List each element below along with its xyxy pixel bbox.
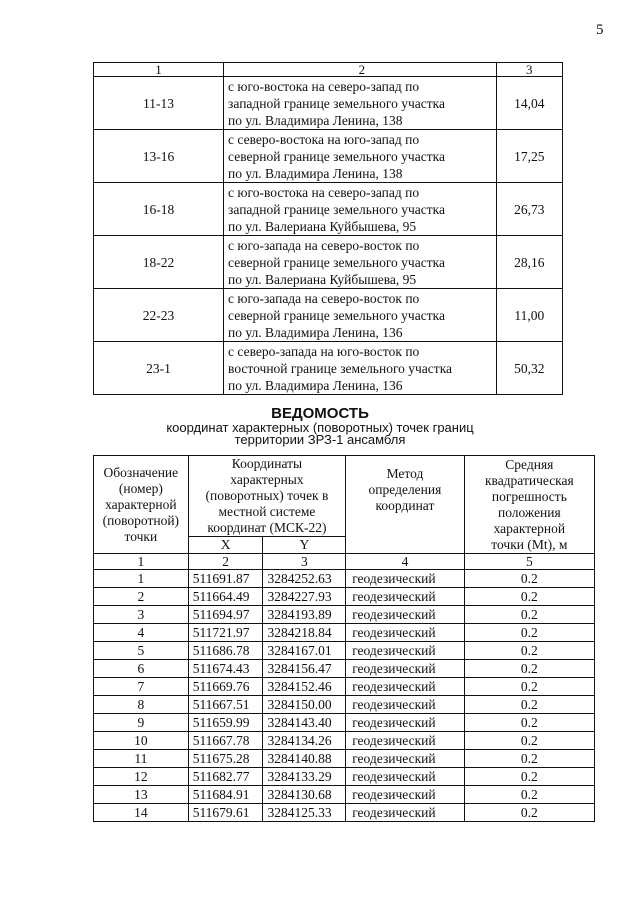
header-y: Y <box>263 537 346 554</box>
description-line: восточной границе земельного участка <box>228 360 453 376</box>
table-row <box>94 732 595 750</box>
description-line: с юго-запада на северо-восток по <box>228 237 420 253</box>
table-row <box>94 750 595 768</box>
point-number: 1 <box>94 570 189 588</box>
error-line: Средняя <box>505 456 554 472</box>
segment-length: 50,32 <box>496 342 562 395</box>
description-line: по ул. Валериана Куйбышева, 95 <box>228 271 417 287</box>
coord-y: 3284133.29 <box>263 768 346 786</box>
segment-points: 16-18 <box>94 183 224 236</box>
error-line: квадратическая <box>484 472 574 488</box>
method-value: геодезический <box>346 570 465 588</box>
coord-x: 511682.77 <box>188 768 263 786</box>
segment-points: 22-23 <box>94 289 224 342</box>
coord-x: 511664.49 <box>188 588 263 606</box>
coords-line: характерных <box>230 472 304 487</box>
point-number: 14 <box>94 804 189 822</box>
point-number: 8 <box>94 696 189 714</box>
description-line: западной границе земельного участка <box>228 95 445 111</box>
table-row <box>94 624 595 642</box>
segment-points: 23-1 <box>94 342 224 395</box>
segment-description <box>224 289 497 342</box>
method-value: геодезический <box>346 804 465 822</box>
method-value: геодезический <box>346 678 465 696</box>
table-row <box>94 678 595 696</box>
description-line: северной границе земельного участка <box>228 254 445 270</box>
table-row <box>94 804 595 822</box>
coord-y: 3284143.40 <box>263 714 346 732</box>
table-row <box>94 342 563 395</box>
segment-points: 18-22 <box>94 236 224 289</box>
segment-description <box>224 183 497 236</box>
designation-line: характерной <box>105 496 177 512</box>
table-row <box>94 606 595 624</box>
column-number-3: 3 <box>496 63 562 77</box>
coord-y: 3284252.63 <box>263 570 346 588</box>
method-value: геодезический <box>346 624 465 642</box>
table-row <box>94 642 595 660</box>
segment-length: 26,73 <box>496 183 562 236</box>
table-row <box>94 660 595 678</box>
coord-x: 511659.99 <box>188 714 263 732</box>
coord-y: 3284125.33 <box>263 804 346 822</box>
statement-subtitle-line-1: координат характерных (поворотных) точек границ <box>166 420 474 435</box>
description-line: по ул. Валериана Куйбышева, 95 <box>228 218 417 234</box>
column-number-1: 1 <box>94 63 224 77</box>
table-row <box>94 183 563 236</box>
point-number: 7 <box>94 678 189 696</box>
error-value: 0.2 <box>464 750 594 768</box>
method-value: геодезический <box>346 750 465 768</box>
coord-x: 511686.78 <box>188 642 263 660</box>
method-value: геодезический <box>346 732 465 750</box>
designation-line: (номер) <box>118 480 163 496</box>
point-number: 2 <box>94 588 189 606</box>
method-value: геодезический <box>346 606 465 624</box>
error-value: 0.2 <box>464 732 594 750</box>
table-row <box>94 77 563 130</box>
table-row <box>94 236 563 289</box>
coord-x: 511721.97 <box>188 624 263 642</box>
description-line: с юго-востока на северо-запад по <box>228 184 420 200</box>
error-value: 0.2 <box>464 804 594 822</box>
designation-line: точки <box>124 528 158 544</box>
point-number: 11 <box>94 750 189 768</box>
column-number-4: 4 <box>346 554 465 570</box>
statement-title: ВЕДОМОСТЬ <box>271 405 369 422</box>
column-number-5: 5 <box>464 554 594 570</box>
method-line: Метод <box>386 466 424 481</box>
header-point-designation <box>94 456 189 554</box>
segment-points: 13-16 <box>94 130 224 183</box>
coord-x: 511674.43 <box>188 660 263 678</box>
coordinates-table <box>93 455 595 822</box>
method-value: геодезический <box>346 696 465 714</box>
point-number: 9 <box>94 714 189 732</box>
point-number: 13 <box>94 786 189 804</box>
coord-y: 3284193.89 <box>263 606 346 624</box>
segment-description <box>224 342 497 395</box>
coord-y: 3284152.46 <box>263 678 346 696</box>
header-x: X <box>188 537 263 554</box>
error-value: 0.2 <box>464 570 594 588</box>
error-value: 0.2 <box>464 678 594 696</box>
table-row <box>94 130 563 183</box>
error-value: 0.2 <box>464 714 594 732</box>
table-row <box>94 714 595 732</box>
coords-line: местной системе <box>218 504 316 519</box>
method-value: геодезический <box>346 642 465 660</box>
header-coordinates <box>188 456 346 537</box>
method-value: геодезический <box>346 768 465 786</box>
point-number: 12 <box>94 768 189 786</box>
point-number: 3 <box>94 606 189 624</box>
coord-header-row <box>94 456 595 537</box>
error-value: 0.2 <box>464 696 594 714</box>
error-line: точки (Mt), м <box>491 536 568 552</box>
description-line: с северо-востока на юго-запад по <box>228 131 420 147</box>
table-row <box>94 570 595 588</box>
method-value: геодезический <box>346 660 465 678</box>
point-number: 10 <box>94 732 189 750</box>
segment-description <box>224 236 497 289</box>
point-number: 6 <box>94 660 189 678</box>
segment-description <box>224 130 497 183</box>
coords-line: координат (МСК-22) <box>207 520 327 535</box>
coord-x: 511694.97 <box>188 606 263 624</box>
coord-y: 3284134.26 <box>263 732 346 750</box>
coord-y: 3284140.88 <box>263 750 346 768</box>
column-numbers-row <box>94 554 595 570</box>
description-line: по ул. Владимира Ленина, 138 <box>228 165 403 181</box>
header-mean-square-error <box>464 456 594 554</box>
description-line: северной границе земельного участка <box>228 307 445 323</box>
segment-length: 28,16 <box>496 236 562 289</box>
method-value: геодезический <box>346 588 465 606</box>
table-row <box>94 768 595 786</box>
point-number: 5 <box>94 642 189 660</box>
description-line: с юго-востока на северо-запад по <box>228 78 420 94</box>
segment-length: 14,04 <box>496 77 562 130</box>
segment-description <box>224 77 497 130</box>
description-line: по ул. Владимира Ленина, 136 <box>228 324 403 340</box>
coord-x: 511679.61 <box>188 804 263 822</box>
coord-y: 3284156.47 <box>263 660 346 678</box>
error-value: 0.2 <box>464 624 594 642</box>
coord-x: 511691.87 <box>188 570 263 588</box>
column-number-2: 2 <box>224 63 497 77</box>
coord-x: 511667.78 <box>188 732 263 750</box>
coord-y: 3284150.00 <box>263 696 346 714</box>
coord-y: 3284218.84 <box>263 624 346 642</box>
column-number-3: 3 <box>263 554 346 570</box>
description-line: с северо-запада на юго-восток по <box>228 343 420 359</box>
table-row <box>94 696 595 714</box>
error-value: 0.2 <box>464 588 594 606</box>
method-value: геодезический <box>346 714 465 732</box>
error-value: 0.2 <box>464 660 594 678</box>
table-row <box>94 786 595 804</box>
description-line: северной границе земельного участка <box>228 148 445 164</box>
coord-x: 511669.76 <box>188 678 263 696</box>
coord-y: 3284167.01 <box>263 642 346 660</box>
error-value: 0.2 <box>464 606 594 624</box>
error-line: положения <box>497 504 561 520</box>
coords-line: Координаты <box>231 456 303 471</box>
description-line: по ул. Владимира Ленина, 136 <box>228 377 403 393</box>
description-line: западной границе земельного участка <box>228 201 445 217</box>
error-line: характерной <box>493 520 566 536</box>
coord-x: 511667.51 <box>188 696 263 714</box>
description-line: с юго-запада на северо-восток по <box>228 290 420 306</box>
method-value: геодезический <box>346 786 465 804</box>
coord-y: 3284130.68 <box>263 786 346 804</box>
designation-line: (поворотной) <box>102 512 180 528</box>
segment-points: 11-13 <box>94 77 224 130</box>
segment-length: 17,25 <box>496 130 562 183</box>
method-line: определения <box>368 482 442 497</box>
table-header-row <box>94 63 563 77</box>
coord-x: 511675.28 <box>188 750 263 768</box>
table-row <box>94 588 595 606</box>
error-value: 0.2 <box>464 642 594 660</box>
description-line: по ул. Владимира Ленина, 138 <box>228 112 403 128</box>
coords-line: (поворотных) точек в <box>205 488 329 503</box>
table-row <box>94 289 563 342</box>
method-line: координат <box>375 498 435 513</box>
statement-subtitle-line-2: территории ЗРЗ-1 ансамбля <box>234 432 406 447</box>
header-method <box>346 456 465 554</box>
column-number-2: 2 <box>188 554 263 570</box>
error-line: погрешность <box>491 488 567 504</box>
designation-line: Обозначение <box>103 464 179 480</box>
coord-x: 511684.91 <box>188 786 263 804</box>
boundary-segments-table <box>93 62 563 395</box>
page-number: 5 <box>596 22 604 38</box>
point-number: 4 <box>94 624 189 642</box>
coord-y: 3284227.93 <box>263 588 346 606</box>
error-value: 0.2 <box>464 786 594 804</box>
segment-length: 11,00 <box>496 289 562 342</box>
column-number-1: 1 <box>94 554 189 570</box>
error-value: 0.2 <box>464 768 594 786</box>
